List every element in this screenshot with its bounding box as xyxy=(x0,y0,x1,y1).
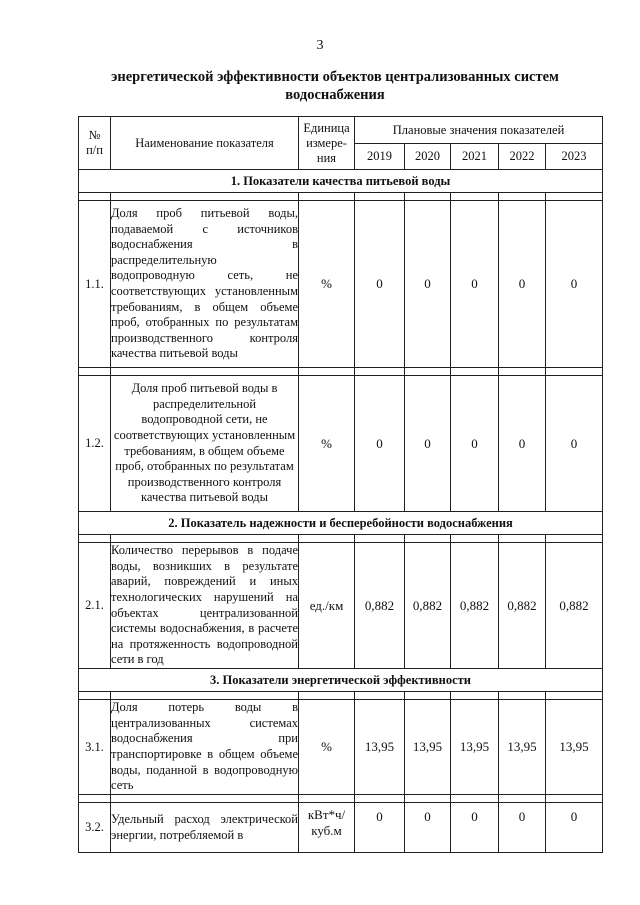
row-value: 0 xyxy=(355,376,405,512)
row-value: 0 xyxy=(451,803,499,853)
row-value: 13,95 xyxy=(405,700,451,795)
header-year: 2019 xyxy=(355,144,405,170)
row-value: 13,95 xyxy=(355,700,405,795)
row-name: Доля потерь воды в централизованных системах водоснабжения при транспортировке в общем объеме воды, поданной в водопроводную сеть xyxy=(111,700,299,795)
row-unit: % xyxy=(299,376,355,512)
row-unit: % xyxy=(299,700,355,795)
header-unit: Единица измере- ния xyxy=(299,117,355,170)
section-title: 2. Показатель надежности и бесперебойности водоснабжения xyxy=(79,512,603,535)
row-name: Количество перерывов в подаче воды, возникших в результате аварий, повреждений и иных технологических нарушений на объектах централизованной системы водоснабжения, в расчете на протяженность водопроводной сети в год xyxy=(111,543,299,669)
header-year: 2021 xyxy=(451,144,499,170)
table-row xyxy=(79,803,603,853)
row-value: 13,95 xyxy=(451,700,499,795)
row-value: 13,95 xyxy=(546,700,603,795)
row-unit: % xyxy=(299,201,355,368)
row-number: 1.2. xyxy=(79,376,111,512)
title-line-1: энергетической эффективности объектов централизованных систем xyxy=(111,69,559,85)
row-value: 0 xyxy=(405,376,451,512)
header-name: Наименование показателя xyxy=(111,117,299,170)
row-value: 0 xyxy=(405,201,451,368)
row-value: 0,882 xyxy=(499,543,546,669)
row-number: 2.1. xyxy=(79,543,111,669)
section-row xyxy=(79,512,603,535)
row-name: Доля проб питьевой воды в распределительной водопроводной сети, не соответствующих установленным требованиям, в общем объеме проб, отобранных по результатам производственного контроля качества питьевой воды xyxy=(111,376,299,512)
row-value: 0 xyxy=(405,803,451,853)
row-value: 0 xyxy=(499,803,546,853)
table-row xyxy=(79,700,603,795)
indicators-table xyxy=(78,116,603,853)
row-unit: ед./км xyxy=(299,543,355,669)
header-year: 2022 xyxy=(499,144,546,170)
section-title: 3. Показатели энергетической эффективности xyxy=(79,669,603,692)
row-value: 0,882 xyxy=(451,543,499,669)
row-value: 0 xyxy=(355,201,405,368)
row-value: 0 xyxy=(355,803,405,853)
row-number: 1.1. xyxy=(79,201,111,368)
section-row xyxy=(79,669,603,692)
row-value: 0 xyxy=(499,201,546,368)
row-number: 3.1. xyxy=(79,700,111,795)
document-title xyxy=(92,68,578,104)
row-value: 0 xyxy=(451,201,499,368)
table-row xyxy=(79,201,603,368)
section-row xyxy=(79,170,603,193)
row-value: 0 xyxy=(451,376,499,512)
row-value: 0,882 xyxy=(405,543,451,669)
header-row xyxy=(79,117,603,144)
table-row xyxy=(79,376,603,512)
header-planned: Плановые значения показателей xyxy=(355,117,603,144)
row-number: 3.2. xyxy=(79,803,111,853)
row-value: 0,882 xyxy=(546,543,603,669)
row-unit: кВт*ч/ куб.м xyxy=(299,803,355,853)
row-value: 0 xyxy=(546,803,603,853)
row-value: 0,882 xyxy=(355,543,405,669)
row-value: 0 xyxy=(546,201,603,368)
row-name: Доля проб питьевой воды, подаваемой с источников водоснабжения в распределительную водопроводную сеть, не соответствующих установленным требованиям, в общем объеме проб, отобранных по результатам производственного контроля качества питьевой воды xyxy=(111,201,299,368)
title-line-2: водоснабжения xyxy=(285,87,385,103)
page-number: 3 xyxy=(316,38,324,53)
header-num: № п/п xyxy=(79,117,111,170)
table-row xyxy=(79,543,603,669)
row-value: 0 xyxy=(546,376,603,512)
header-year: 2023 xyxy=(546,144,603,170)
row-value: 0 xyxy=(499,376,546,512)
header-year: 2020 xyxy=(405,144,451,170)
row-name: Удельный расход электрической энергии, потребляемой в xyxy=(111,803,299,853)
row-value: 13,95 xyxy=(499,700,546,795)
section-title: 1. Показатели качества питьевой воды xyxy=(79,170,603,193)
